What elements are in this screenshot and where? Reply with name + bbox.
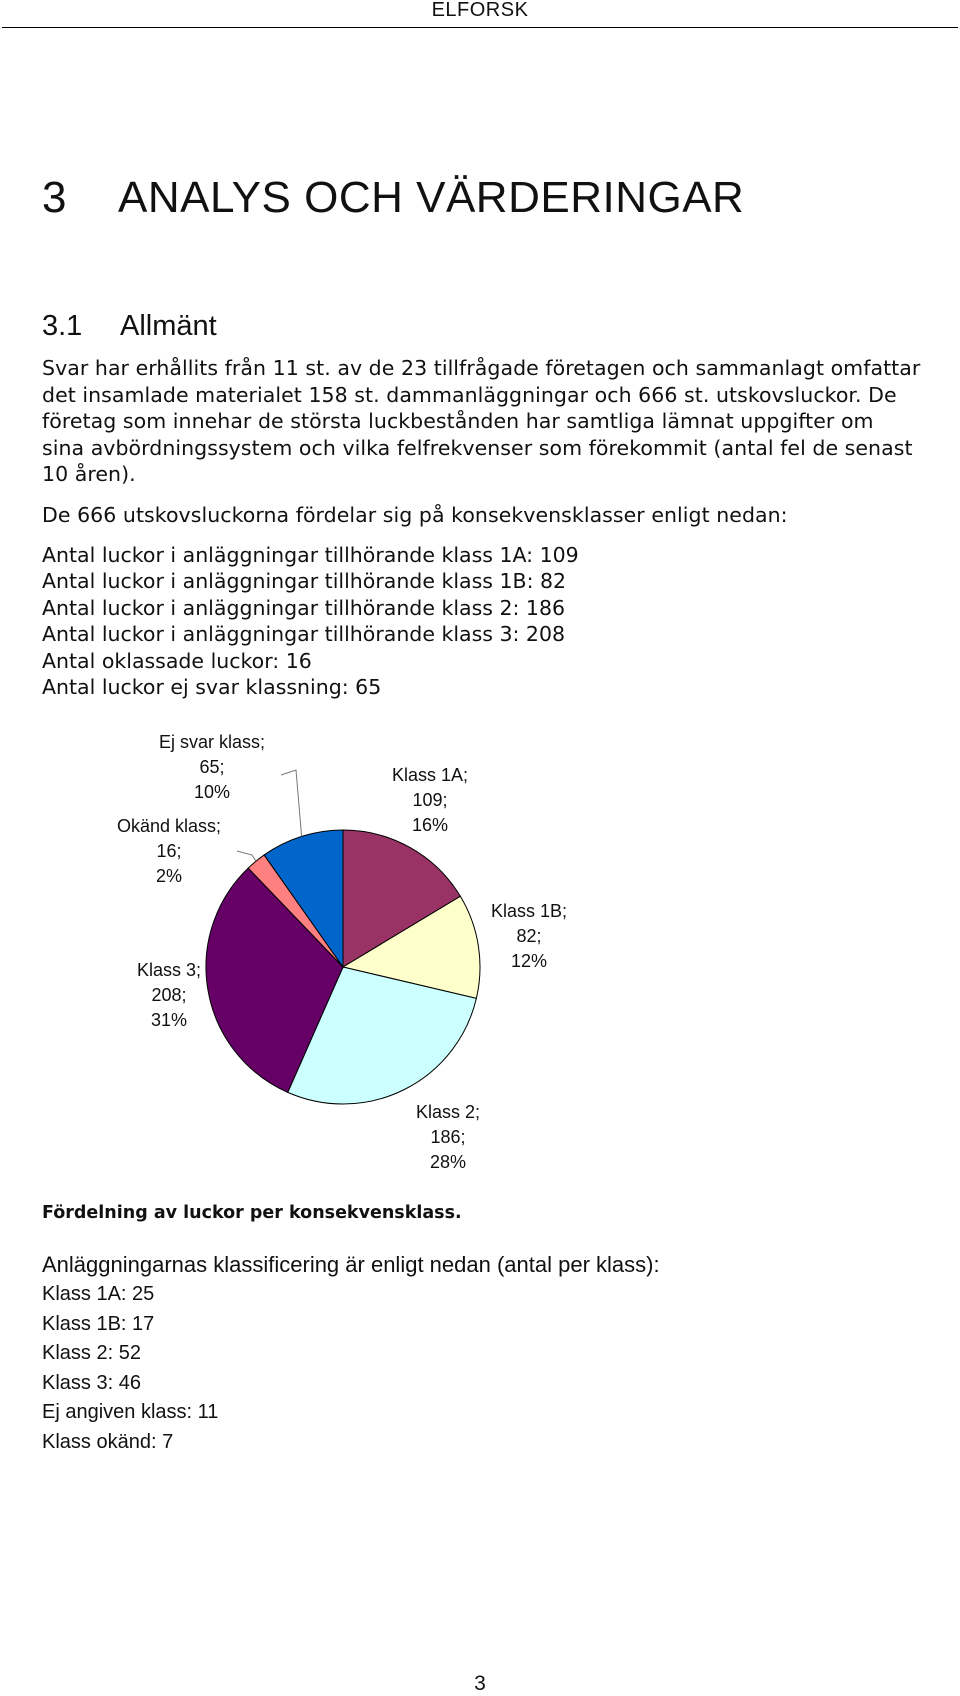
list-item: Klass 1B: 17 [42,1312,155,1335]
data-label-line: 65; [199,757,225,777]
data-label [392,765,468,835]
list-item: Ej angiven klass: 11 [42,1401,219,1424]
intro-paragraph: Svar har erhållits från 11 st. av de 23 tillfrågade företagen och sammanlagt omfattar det insamlade materialet 158 st. dammanläggningar och 666 st. utskovsluckor. De företag som innehar de största luckbestånden har samtliga lämnat uppgifter om sina avbördningssystem och vilka felfrekvenser som förekommit (antal fel de senast 10 åren). [42,356,921,486]
list-item: Klass 1A: 25 [42,1283,155,1305]
data-label-line: 208; [151,985,187,1005]
section-number: 3.1 [42,310,83,342]
data-label-line: 28% [429,1152,467,1172]
data-label [117,816,221,886]
data-label-line: 31% [150,1010,188,1030]
chapter-heading [42,170,744,226]
data-label-line: Klass 2; [415,1102,481,1122]
data-label-line: Klass 1B; [490,901,568,921]
list-item: Klass 2: 52 [42,1342,141,1365]
data-label-line: Klass 3; [136,960,202,980]
running-header: ELFORSK [431,0,529,21]
list-item: Antal oklassade luckor: 16 [42,648,312,673]
data-label-line: Ej svar klass; [158,732,266,752]
pie-chart [100,725,660,1185]
classification-list [42,1280,218,1458]
data-label-line: 82; [516,926,542,946]
header-rule [2,27,958,28]
classification-intro: Anläggningarnas klassificering är enligt nedan (antal per klass): [42,1252,660,1277]
data-label-line: 109; [412,790,448,810]
data-label-line: 186; [430,1127,466,1147]
data-label [137,960,201,1030]
figure-caption: Fördelning av luckor per konsekvensklass. [42,1203,462,1223]
leader-line [237,851,256,861]
list-item: Antal luckor i anläggningar tillhörande klass 1B: 82 [42,569,567,594]
list-item: Klass okänd: 7 [42,1430,174,1453]
counts-list [42,542,579,700]
data-label-line: 10% [193,782,231,802]
data-label [491,901,567,971]
list-item: Antal luckor i anläggningar tillhörande klass 1A: 109 [42,543,579,567]
list-item: Antal luckor ej svar klassning: 65 [42,674,382,699]
data-label-line: 2% [155,866,183,886]
data-label-line: Okänd klass; [116,816,222,836]
chapter-number: 3 [42,173,67,222]
list-item: Antal luckor i anläggningar tillhörande klass 2: 186 [42,595,566,620]
data-label-line: 16% [411,815,449,835]
section-title: Allmänt [120,310,217,342]
data-label-line: 16; [156,841,182,861]
distribution-paragraph: De 666 utskovsluckorna fördelar sig på konsekvensklasser enligt nedan: [42,503,788,527]
page-number: 3 [474,1672,486,1695]
section-heading [42,308,217,344]
leader-line [281,770,302,836]
data-label-line: 12% [510,951,548,971]
data-label [416,1102,480,1172]
data-label-line: Klass 1A; [391,765,469,785]
data-label [159,732,265,802]
chapter-title: ANALYS OCH VÄRDERINGAR [118,173,745,222]
pie-chart-svg [100,725,660,1185]
list-item: Antal luckor i anläggningar tillhörande klass 3: 208 [42,622,566,647]
list-item: Klass 3: 46 [42,1371,141,1394]
